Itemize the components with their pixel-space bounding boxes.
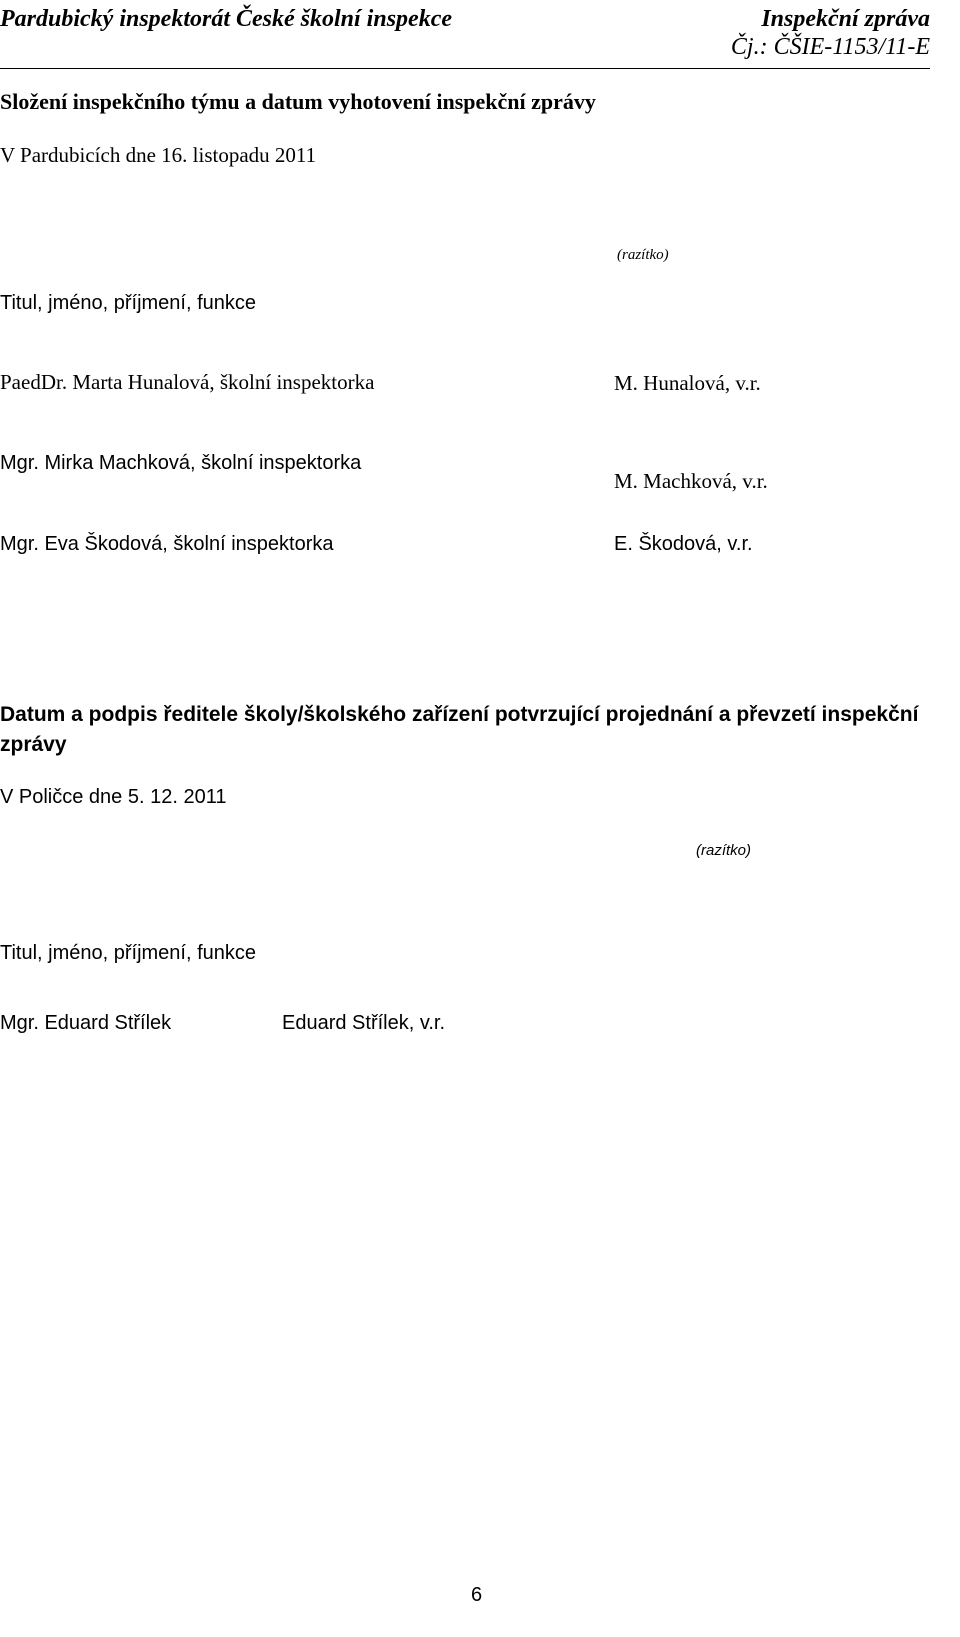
inspector-name: PaedDr. Marta Hunalová, školní inspektorka	[0, 370, 375, 394]
section-director-column-label: Titul, jméno, příjmení, funkce	[0, 942, 257, 964]
director-signature: Eduard Střílek, v.r.	[282, 1012, 446, 1034]
section-inspection-column-label: Titul, jméno, příjmení, funkce	[0, 292, 257, 314]
section-inspection-place-date: V Pardubicích dne 16. listopadu 2011	[0, 143, 317, 167]
inspector-signature: M. Machková, v.r.	[614, 469, 768, 493]
inspector-name: Mgr. Eva Škodová, školní inspektorka	[0, 533, 334, 555]
section-inspection-stamp-label: (razítko)	[617, 247, 669, 263]
section-director-stamp-label: (razítko)	[696, 842, 752, 859]
inspector-signature: M. Hunalová, v.r.	[614, 371, 761, 395]
header-reference-number: Čj.: ČŠIE-1153/11-E	[730, 34, 930, 60]
page-number: 6	[471, 1584, 483, 1606]
section-inspection-team-heading: Složení inspekčního týmu a datum vyhotovení inspekční zprávy	[0, 89, 596, 114]
header-divider	[0, 68, 930, 69]
header-inspectorate: Pardubický inspektorát České školní inspekce	[0, 6, 452, 32]
inspector-signature: E. Škodová, v.r.	[614, 533, 753, 555]
header-report-title: Inspekční zpráva	[761, 6, 930, 32]
inspector-name: Mgr. Mirka Machková, školní inspektorka	[0, 452, 362, 474]
section-director-heading: Datum a podpis ředitele školy/školského zařízení potvrzující projednání a převzetí inspekční zprávy	[0, 703, 919, 756]
director-name: Mgr. Eduard Střílek	[0, 1012, 172, 1034]
section-director-place-date: V Poličce dne 5. 12. 2011	[0, 786, 227, 808]
